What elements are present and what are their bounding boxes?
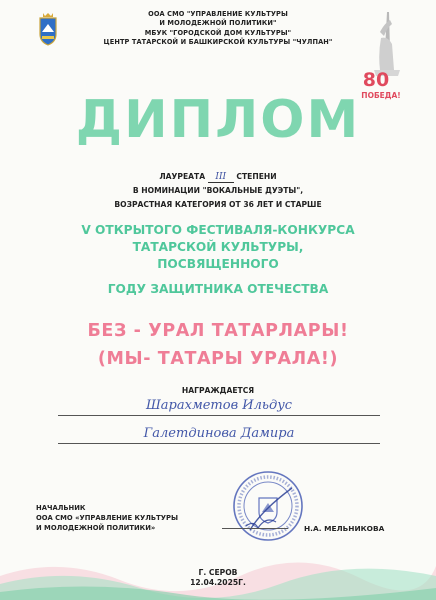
- age-category-text: ВОЗРАСТНАЯ КАТЕГОРИЯ ОТ 36 ЛЕТ И СТАРШЕ: [114, 200, 322, 209]
- slogan-russian: (МЫ- ТАТАРЫ УРАЛА!): [97, 349, 339, 369]
- signatory-name: Н.А. МЕЛЬНИКОВА: [304, 524, 385, 533]
- slogan-tatar: БЕЗ - УРАЛ ТАТАРЛАРЫ!: [87, 321, 349, 341]
- emblem-text: ПОБЕДА!: [361, 91, 401, 100]
- victory-80-emblem: [354, 10, 408, 102]
- laureate-suffix: СТЕПЕНИ: [236, 172, 277, 181]
- issue-place-date: [0, 568, 436, 588]
- header-line: ЦЕНТР ТАТАРСКОЙ И БАШКИРСКОЙ КУЛЬТУРЫ "ЧУЛПАН": [103, 37, 333, 46]
- coat-of-arms-icon: [36, 12, 60, 46]
- official-stamp: [232, 470, 304, 542]
- emblem-number: 80: [362, 69, 390, 91]
- laureate-prefix: ЛАУРЕАТА: [159, 172, 206, 181]
- recipient-name: Галетдинова Дамира: [58, 425, 380, 444]
- recipient-name: Шарахметов Ильдус: [58, 397, 380, 416]
- organization-header: [100, 10, 336, 47]
- signatory-line: ООА СМО «УПРАВЛЕНИЕ КУЛЬТУРЫ: [36, 514, 179, 522]
- festival-line: V ОТКРЫТОГО ФЕСТИВАЛЯ-КОНКУРСА: [81, 223, 355, 237]
- header-line: И МОЛОДЕЖНОЙ ПОЛИТИКИ": [159, 19, 277, 28]
- laureate-degree: III: [208, 173, 234, 183]
- nomination-text: В НОМИНАЦИИ "ВОКАЛЬНЫЕ ДУЭТЫ",: [132, 186, 304, 195]
- header-line: МБУК "ГОРОДСКОЙ ДОМ КУЛЬТУРЫ": [144, 28, 292, 37]
- festival-line: ТАТАРСКОЙ КУЛЬТУРЫ,: [132, 240, 304, 254]
- festival-line: ПОСВЯЩЕННОГО: [157, 257, 279, 271]
- city: Г. СЕРОВ: [198, 568, 238, 577]
- signatory-position: [36, 503, 178, 533]
- festival-line: ГОДУ ЗАЩИТНИКА ОТЕЧЕСТВА: [107, 282, 329, 296]
- signatory-line: НАЧАЛЬНИК: [36, 504, 86, 512]
- signature-line: [222, 528, 288, 529]
- issue-date: 12.04.2025Г.: [190, 578, 246, 587]
- signatory-line: И МОЛОДЕЖНОЙ ПОЛИТИКИ»: [36, 524, 156, 532]
- header-line: ООА СМО "УПРАВЛЕНИЕ КУЛЬТУРЫ: [148, 10, 288, 18]
- diploma-title: ДИПЛОМ: [75, 90, 361, 150]
- laureate-line: [0, 170, 436, 183]
- awarded-label: НАГРАЖДАЕТСЯ: [181, 386, 255, 395]
